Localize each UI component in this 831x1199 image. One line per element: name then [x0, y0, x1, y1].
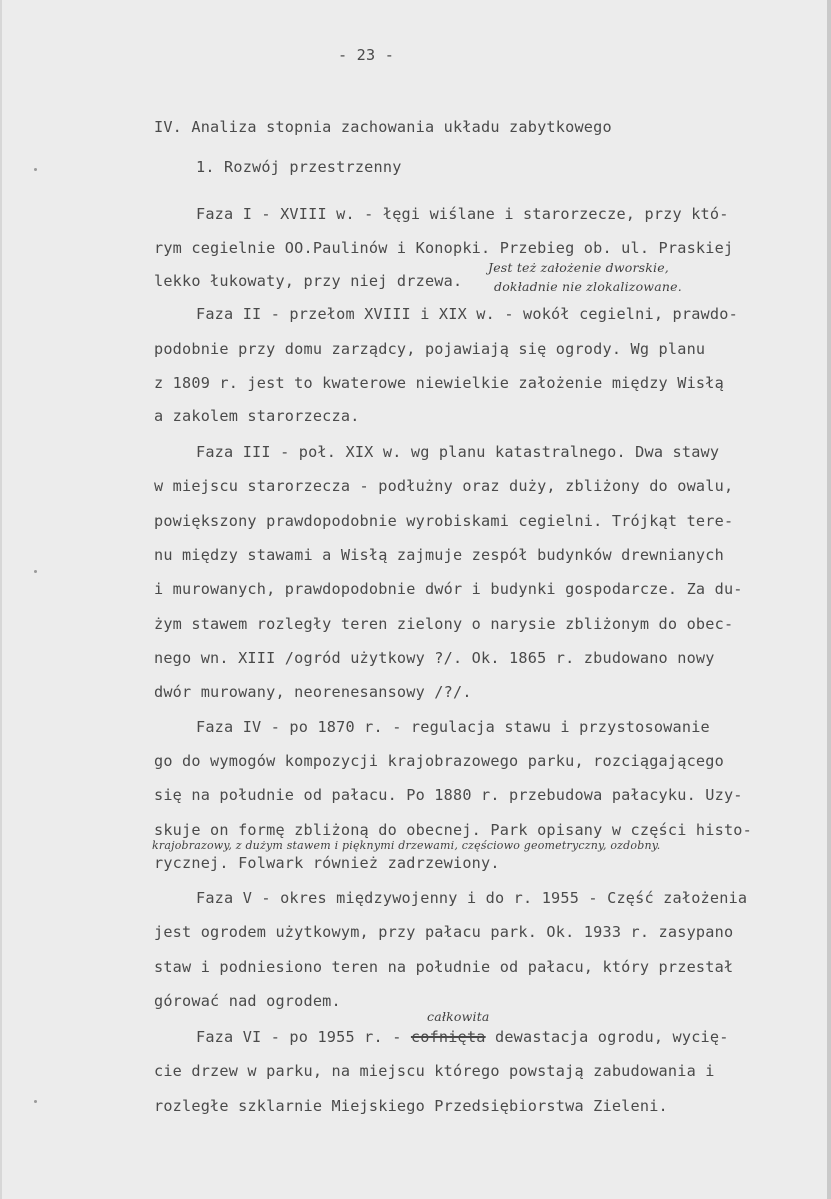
subsection-heading: 1. Rozwój przestrzenny	[196, 158, 402, 176]
struck-word: cofnięta	[410, 1028, 486, 1046]
text-line: skuje on formę zbliżoną do obecnej. Park opisany w części histo-	[154, 821, 752, 839]
text-line: nu między stawami a Wisłą zajmuje zespół budynków drewnianych	[154, 546, 724, 564]
text-line: jest ogrodem użytkowym, przy pałacu park. Ok. 1933 r. zasypano	[154, 923, 734, 941]
text-line: Faza II - przełom XVIII i XIX w. - wokół cegielni, prawdo-	[196, 305, 738, 323]
text-line: a zakolem starorzecza.	[154, 407, 360, 425]
binding-hole-mark	[34, 1100, 37, 1103]
text-line: w miejscu starorzecza - podłużny oraz duży, zbliżony do owalu,	[154, 477, 734, 495]
text-line: Faza IV - po 1870 r. - regulacja stawu i przystosowanie	[196, 718, 710, 736]
text-segment: Faza VI - po 1955 r. -	[196, 1028, 411, 1046]
text-segment: dewastacja ogrodu, wycię-	[485, 1028, 729, 1046]
handwritten-note: dokładnie nie zlokalizowane.	[494, 279, 682, 294]
text-line: nego wn. XIII /ogród użytkowy ?/. Ok. 1865 r. zbudowano nowy	[154, 649, 715, 667]
text-line: go do wymogów kompozycji krajobrazowego parku, rozciągającego	[154, 752, 724, 770]
text-line: powiększony prawdopodobnie wyrobiskami cegielni. Trójkąt tere-	[154, 512, 734, 530]
text-line: żym stawem rozległy teren zielony o narysie zbliżonym do obec-	[154, 615, 734, 633]
text-line: górować nad ogrodem.	[154, 992, 341, 1010]
text-line: dwór murowany, neorenesansowy /?/.	[154, 683, 472, 701]
text-line: Faza III - poł. XIX w. wg planu katastralnego. Dwa stawy	[196, 443, 720, 461]
text-line: rycznej. Folwark również zadrzewiony.	[154, 854, 500, 872]
text-line: cie drzew w parku, na miejscu którego powstają zabudowania i	[154, 1062, 715, 1080]
binding-hole-mark	[34, 570, 37, 573]
handwritten-note: krajobrazowy, z dużym stawem i pięknymi drzewami, częściowo geometryczny, ozdobny.	[152, 839, 661, 852]
handwritten-note: Jest też założenie dworskie,	[488, 260, 669, 275]
scan-left-edge	[0, 0, 2, 1199]
text-line: Faza V - okres międzywojenny i do r. 1955 - Część założenia	[196, 889, 748, 907]
text-line: staw i podniesiono teren na południe od pałacu, który przestał	[154, 958, 734, 976]
scan-right-edge	[827, 0, 831, 1199]
binding-hole-mark	[34, 168, 37, 171]
text-line: Faza I - XVIII w. - łęgi wiślane i starorzecze, przy któ-	[196, 205, 729, 223]
text-line: z 1809 r. jest to kwaterowe niewielkie założenie między Wisłą	[154, 374, 724, 392]
handwritten-insert: całkowita	[427, 1009, 490, 1024]
text-line	[196, 1027, 729, 1047]
section-heading: IV. Analiza stopnia zachowania układu zabytkowego	[154, 118, 612, 136]
text-line: lekko łukowaty, przy niej drzewa.	[154, 272, 463, 290]
text-line: podobnie przy domu zarządcy, pojawiają się ogrody. Wg planu	[154, 340, 706, 358]
text-line: rym cegielnie OO.Paulinów i Konopki. Przebieg ob. ul. Praskiej	[154, 239, 734, 257]
text-line: i murowanych, prawdopodobnie dwór i budynki gospodarcze. Za du-	[154, 580, 743, 598]
page-number: - 23 -	[338, 46, 395, 64]
text-line: się na południe od pałacu. Po 1880 r. przebudowa pałacyku. Uzy-	[154, 786, 743, 804]
text-line: rozległe szklarnie Miejskiego Przedsiębiorstwa Zieleni.	[154, 1097, 668, 1115]
